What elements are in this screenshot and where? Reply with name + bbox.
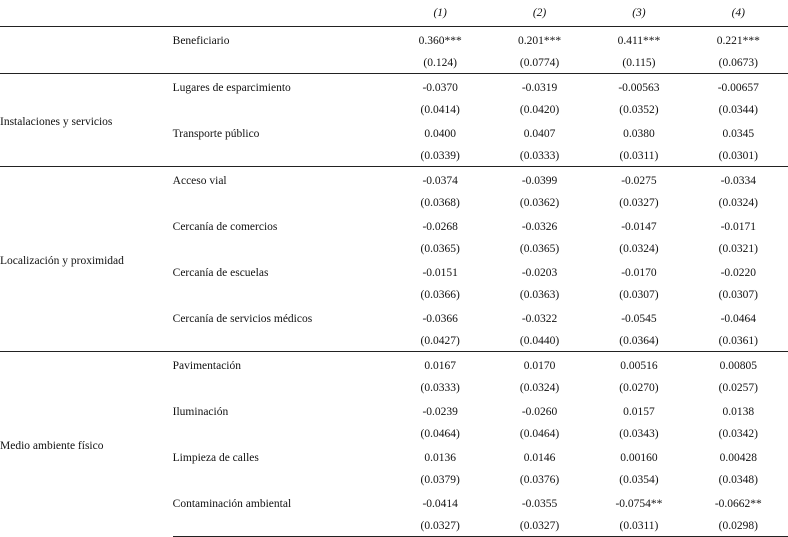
- variable-label-continuation: [173, 469, 391, 490]
- standard-error-value: (0.0270): [619, 381, 659, 394]
- group-label: Instalaciones y servicios: [0, 74, 173, 167]
- standard-error-value: (0.0420): [519, 103, 560, 116]
- standard-error-value: (0.0324): [718, 196, 758, 209]
- standard-error-value: (0.0365): [420, 242, 460, 255]
- coefficient-value: 0.411***: [617, 35, 661, 47]
- header-column-2: (2): [490, 0, 589, 27]
- variable-label: Contaminación ambiental: [172, 498, 292, 510]
- standard-error-value: (0.115): [622, 56, 656, 69]
- standard-error-value: (0.0307): [718, 288, 758, 301]
- table-row: [0, 352, 788, 378]
- standard-error-value: (0.0368): [420, 196, 460, 209]
- coefficient-value: -0.0662**: [714, 498, 762, 510]
- table-row: [0, 27, 788, 53]
- variable-label: Transporte público: [172, 128, 260, 140]
- standard-error-value: (0.0354): [619, 473, 659, 486]
- coefficient-value: 0.0345: [722, 128, 755, 140]
- standard-error-value: (0.0361): [718, 334, 758, 347]
- coefficient-value: 0.221***: [716, 35, 760, 47]
- standard-error-value: (0.0348): [718, 473, 758, 486]
- coefficient-value: -0.0754**: [615, 498, 663, 510]
- standard-error-value: (0.0343): [619, 427, 659, 440]
- header-label-blank: [173, 0, 391, 27]
- variable-label: Iluminación: [172, 406, 229, 418]
- coefficient-value: 0.00516: [589, 352, 688, 378]
- standard-error-value: (0.0339): [420, 149, 460, 162]
- standard-error-value: (0.0414): [420, 103, 460, 116]
- coefficient-value: -0.0220: [720, 267, 757, 279]
- standard-error-value: (0.0379): [420, 473, 460, 486]
- coefficient-value: -0.0322: [521, 313, 558, 325]
- table-row: [0, 74, 788, 100]
- standard-error-value: (0.0327): [490, 515, 589, 537]
- standard-error-value: (0.0464): [519, 427, 560, 440]
- standard-error-value: (0.124): [423, 56, 457, 69]
- coefficient-value: -0.00657: [689, 74, 788, 100]
- variable-label-continuation: [173, 377, 391, 398]
- standard-error-value: (0.0257): [718, 381, 758, 394]
- variable-label-continuation: [173, 284, 391, 305]
- header-column-1: (1): [390, 0, 489, 27]
- coefficient-value: 0.0170: [490, 352, 589, 378]
- standard-error-value: (0.0342): [718, 427, 758, 440]
- coefficient-value: 0.201***: [517, 35, 562, 47]
- header-column-4: (4): [689, 0, 788, 27]
- standard-error-value: (0.0362): [519, 196, 560, 209]
- coefficient-value: -0.0326: [521, 221, 558, 233]
- variable-label: Cercanía de servicios médicos: [172, 313, 313, 325]
- standard-error-value: (0.0464): [420, 427, 460, 440]
- header-column-3: (3): [589, 0, 688, 27]
- standard-error-value: (0.0427): [420, 334, 460, 347]
- coefficient-value: -0.0171: [720, 221, 757, 233]
- coefficient-value: -0.0414: [422, 498, 458, 510]
- coefficient-value: -0.0239: [422, 406, 458, 418]
- coefficient-value: -0.0319: [490, 74, 589, 100]
- variable-label-continuation: [173, 145, 391, 167]
- standard-error-value: (0.0324): [619, 242, 659, 255]
- standard-error-value: (0.0344): [718, 103, 758, 116]
- standard-error-value: (0.0366): [420, 288, 460, 301]
- coefficient-value: -0.0545: [621, 313, 657, 325]
- coefficient-value: -0.0370: [390, 74, 489, 100]
- coefficient-value: -0.0260: [521, 406, 558, 418]
- coefficient-value: -0.0366: [422, 313, 458, 325]
- variable-label: Cercanía de escuelas: [172, 267, 269, 279]
- variable-label: Limpieza de calles: [172, 452, 259, 464]
- coefficient-value: -0.0355: [521, 498, 558, 510]
- standard-error-value: (0.0327): [619, 196, 659, 209]
- standard-error-value: (0.0298): [689, 515, 788, 537]
- coefficient-value: -0.0151: [422, 267, 458, 279]
- coefficient-value: 0.0146: [523, 452, 556, 464]
- coefficient-value: 0.00805: [689, 352, 788, 378]
- standard-error-value: (0.0774): [519, 56, 560, 69]
- variable-label-continuation: [173, 238, 391, 259]
- variable-label-continuation: [173, 330, 391, 352]
- variable-label: Cercanía de comercios: [172, 221, 278, 233]
- variable-label: Lugares de esparcimiento: [173, 74, 391, 100]
- coefficient-value: -0.00563: [589, 74, 688, 100]
- standard-error-value: (0.0673): [718, 56, 758, 69]
- standard-error-value: (0.0301): [718, 149, 758, 162]
- coefficient-value: -0.0203: [521, 267, 558, 279]
- group-label: [0, 27, 173, 74]
- standard-error-value: (0.0333): [519, 149, 560, 162]
- coefficient-value: -0.0170: [621, 267, 657, 279]
- coefficient-value: 0.00160: [620, 452, 658, 464]
- variable-label-continuation: [173, 52, 391, 74]
- standard-error-value: (0.0321): [718, 242, 758, 255]
- coefficient-value: -0.0275: [589, 167, 688, 193]
- standard-error-value: (0.0364): [619, 334, 659, 347]
- standard-error-value: (0.0363): [519, 288, 560, 301]
- coefficient-value: 0.0407: [523, 128, 556, 140]
- table-row: [0, 167, 788, 193]
- variable-label-continuation: [173, 99, 391, 120]
- coefficient-value: -0.0334: [689, 167, 788, 193]
- standard-error-value: (0.0333): [420, 381, 460, 394]
- standard-error-value: (0.0327): [390, 515, 489, 537]
- coefficient-value: -0.0464: [720, 313, 757, 325]
- variable-label: Acceso vial: [173, 167, 391, 193]
- variable-label: Pavimentación: [173, 352, 391, 378]
- standard-error-value: (0.0324): [519, 381, 560, 394]
- variable-label-continuation: [173, 192, 391, 213]
- standard-error-value: (0.0440): [519, 334, 560, 347]
- variable-label-continuation: [173, 423, 391, 444]
- coefficient-value: 0.00428: [719, 452, 757, 464]
- variable-label: Beneficiario: [172, 35, 230, 47]
- coefficient-value: 0.360***: [418, 35, 462, 47]
- coefficient-value: 0.0400: [424, 128, 456, 140]
- coefficient-value: 0.0136: [424, 452, 456, 464]
- coefficient-value: 0.0167: [390, 352, 489, 378]
- variable-label-continuation: [173, 515, 391, 537]
- coefficient-value: 0.0138: [722, 406, 755, 418]
- table-header-row: [0, 0, 788, 27]
- standard-error-value: (0.0307): [619, 288, 659, 301]
- coefficient-value: 0.0380: [623, 128, 655, 140]
- coefficient-value: -0.0147: [621, 221, 657, 233]
- header-group-blank: [0, 0, 173, 27]
- group-label: Medio ambiente físico: [0, 352, 173, 537]
- group-label: Localización y proximidad: [0, 167, 173, 352]
- coefficient-value: -0.0268: [422, 221, 458, 233]
- standard-error-value: (0.0311): [619, 149, 659, 162]
- standard-error-value: (0.0365): [519, 242, 560, 255]
- coefficient-value: -0.0374: [390, 167, 489, 193]
- standard-error-value: (0.0376): [519, 473, 560, 486]
- coefficient-value: 0.0157: [623, 406, 655, 418]
- standard-error-value: (0.0352): [619, 103, 659, 116]
- standard-error-value: (0.0311): [589, 515, 688, 537]
- coefficient-value: -0.0399: [490, 167, 589, 193]
